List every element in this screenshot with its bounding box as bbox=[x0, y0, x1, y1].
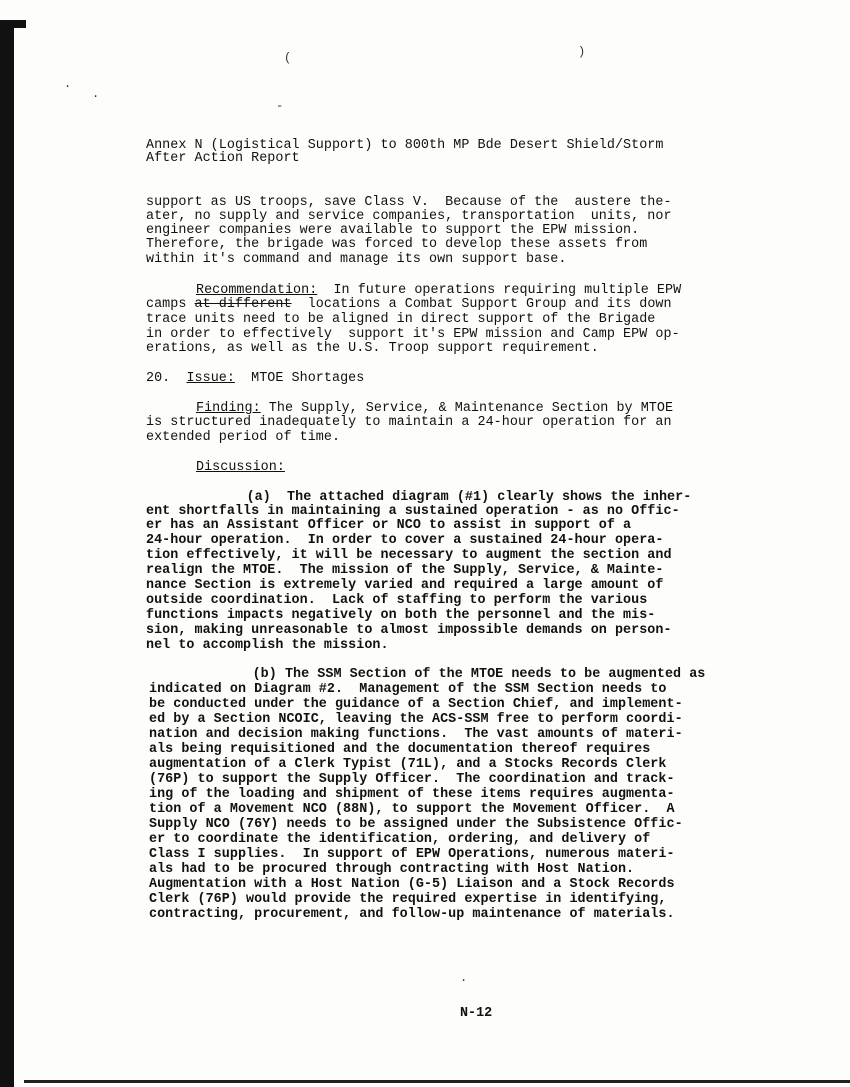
para-b-line: er to coordinate the identification, ordering, and delivery of bbox=[149, 832, 651, 847]
scan-dot: . bbox=[92, 87, 100, 101]
scan-edge-tab bbox=[0, 20, 26, 28]
para-b-line: als had to be procured through contracting with Host Nation. bbox=[149, 862, 635, 877]
scan-dot: . bbox=[460, 971, 468, 985]
para-b-line: (76P) to support the Supply Officer. The coordination and track- bbox=[149, 772, 675, 787]
page-number: N-12 bbox=[460, 1006, 493, 1021]
para-b-line: Supply NCO (76Y) needs to be assigned under the Subsistence Offic- bbox=[149, 817, 683, 832]
para-b-line: nation and decision making functions. The vast amounts of materi- bbox=[149, 727, 683, 742]
intro-line: within it's command and manage its own support base. bbox=[146, 252, 567, 267]
finding-line: extended period of time. bbox=[146, 430, 341, 445]
para-b-line: ed by a Section NCOIC, leaving the ACS-SSM free to perform coordi- bbox=[149, 712, 683, 727]
recommendation-line: trace units need to be aligned in direct support of the Brigade bbox=[146, 312, 656, 327]
issue-number: 20. bbox=[146, 371, 187, 386]
discussion-label: Discussion: bbox=[196, 460, 285, 475]
para-a-line: er has an Assistant Officer or NCO to assist in support of a bbox=[146, 518, 632, 533]
intro-line: Therefore, the brigade was forced to develop these assets from bbox=[146, 237, 648, 252]
para-b-line: contracting, procurement, and follow-up maintenance of materials. bbox=[149, 907, 675, 922]
recommendation-line: Recommendation: In future operations requiring multiple EPW bbox=[196, 283, 682, 298]
para-b-line: tion of a Movement NCO (88N), to support the Movement Officer. A bbox=[149, 802, 675, 817]
para-a-line: (a) The attached diagram (#1) clearly shows the inher- bbox=[190, 490, 692, 505]
issue-label: Issue: bbox=[186, 371, 235, 386]
para-b-line: be conducted under the guidance of a Section Chief, and implement- bbox=[149, 697, 683, 712]
para-b-line: als being requisitioned and the documentation thereof requires bbox=[149, 742, 651, 757]
finding-line: Finding: The Supply, Service, & Maintenance Section by MTOE bbox=[196, 401, 674, 416]
para-a-line: tion effectively, it will be necessary to augment the section and bbox=[146, 548, 672, 563]
report-title-line-1: Annex N (Logistical Support) to 800th MP Bde Desert Shield/Storm bbox=[146, 138, 664, 153]
para-b-line: Augmentation with a Host Nation (G-5) Liaison and a Stock Records bbox=[149, 877, 675, 892]
para-a-line: outside coordination. Lack of staffing to perform the various bbox=[146, 593, 648, 608]
issue-heading bbox=[146, 372, 364, 385]
finding-label: Finding: bbox=[196, 401, 261, 416]
scan-edge-bar bbox=[0, 20, 14, 1087]
finding-line: is structured inadequately to maintain a 24-hour operation for an bbox=[146, 415, 672, 430]
para-a-line: ent shortfalls in maintaining a sustained operation - as no Offic- bbox=[146, 504, 680, 519]
para-a-line: nel to accomplish the mission. bbox=[146, 638, 389, 653]
scan-dot: . bbox=[64, 77, 72, 91]
recommendation-line: erations, as well as the U.S. Troop support requirement. bbox=[146, 341, 599, 356]
issue-text: MTOE Shortages bbox=[234, 371, 365, 386]
para-b-line: Clerk (76P) would provide the required expertise in identifying, bbox=[149, 892, 667, 907]
intro-line: ater, no supply and service companies, transportation units, nor bbox=[146, 209, 672, 224]
para-a-line: functions impacts negatively on both the personnel and the mis- bbox=[146, 608, 656, 623]
intro-line: engineer companies were available to support the EPW mission. bbox=[146, 223, 640, 238]
para-b-line: (b) The SSM Section of the MTOE needs to be augmented as bbox=[196, 667, 706, 682]
para-b-line: indicated on Diagram #2. Management of the SSM Section needs to bbox=[149, 682, 667, 697]
scan-bottom-edge bbox=[24, 1080, 850, 1083]
para-b-line: Class I supplies. In support of EPW Operations, numerous materi- bbox=[149, 847, 675, 862]
para-a-line: 24-hour operation. In order to cover a sustained 24-hour opera- bbox=[146, 533, 664, 548]
scan-mark-dash: - bbox=[276, 99, 284, 113]
para-a-line: nance Section is extremely varied and required a large amount of bbox=[146, 578, 664, 593]
para-a-line: sion, making unreasonable to almost impossible demands on person- bbox=[146, 623, 672, 638]
struck-text: at different bbox=[194, 297, 292, 312]
recommendation-line: in order to effectively support it's EPW mission and Camp EPW op- bbox=[146, 327, 680, 342]
scan-mark-paren-open: ( bbox=[284, 51, 292, 65]
para-a-line: realign the MTOE. The mission of the Supply, Service, & Mainte- bbox=[146, 563, 664, 578]
para-b-line: ing of the loading and shipment of these items requires augmenta- bbox=[149, 787, 675, 802]
recommendation-line: camps at different locations a Combat Support Group and its down bbox=[146, 297, 672, 312]
scan-mark-paren-close: ) bbox=[578, 45, 586, 59]
report-title-line-2: After Action Report bbox=[146, 151, 300, 166]
para-b-line: augmentation of a Clerk Typist (71L), and a Stocks Records Clerk bbox=[149, 757, 667, 772]
recommendation-label: Recommendation: bbox=[196, 283, 318, 298]
intro-line: support as US troops, save Class V. Because of the austere the- bbox=[146, 195, 672, 210]
